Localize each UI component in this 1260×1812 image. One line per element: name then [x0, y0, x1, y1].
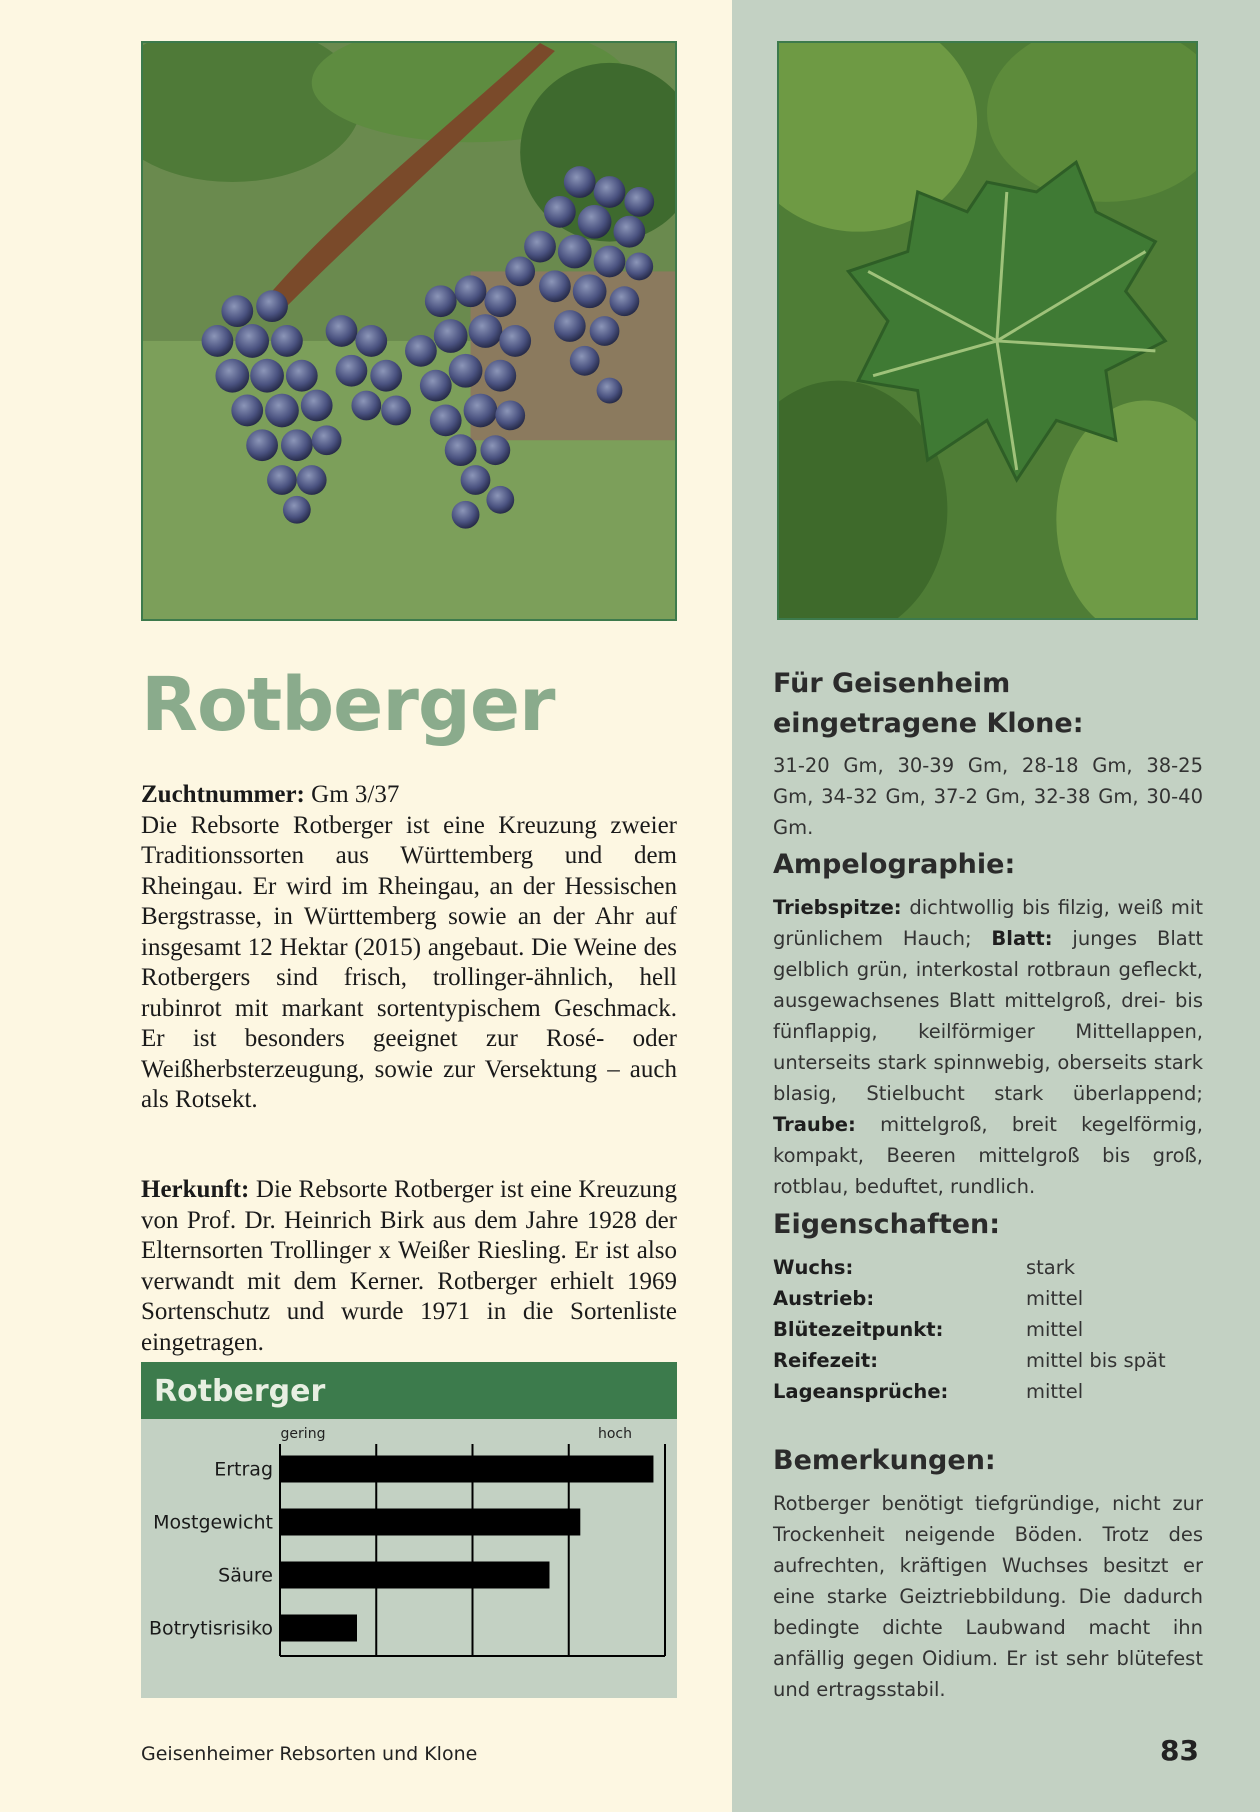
bemerkungen-text: Rotberger benötigt tiefgründige, nicht zur Trockenheit neigende Böden. Trotz des aufrechten, kräftigen Wuchses besitzt er eine starke Geiztriebbildung. Die dadurch bedingte dichte Laubwand macht ihn anfällig gegen Oidium. Er ist sehr blütefest und ertragsstabil. [773, 1492, 1203, 1701]
page-title: Rotberger [141, 662, 555, 748]
eigenschaft-label: Reifezeit: [773, 1349, 879, 1372]
klone-text: 31-20 Gm, 30-39 Gm, 28-18 Gm, 38-25 Gm, 34-32 Gm, 37-2 Gm, 32-38 Gm, 30-40 Gm. [773, 754, 1203, 839]
eigenschaft-row [773, 1376, 1203, 1407]
eigenschaft-value: mittel [1026, 1287, 1084, 1310]
chart-category-label: Ertrag [214, 1458, 273, 1481]
chart-title: Rotberger [154, 1374, 326, 1409]
eigenschaft-row [773, 1314, 1203, 1345]
description-block [141, 780, 677, 1116]
eigenschaften-heading: Eigenschaften: [773, 1209, 1001, 1240]
scale-high-label: hoch [597, 1426, 633, 1442]
chart-plot [141, 1419, 677, 1698]
chart-category-label: Säure [218, 1564, 273, 1587]
grape-cluster-photo [141, 41, 677, 621]
chart-category-label: Mostgewicht [153, 1511, 273, 1534]
scale-low-label: gering [280, 1426, 326, 1442]
klone-heading [773, 664, 1203, 744]
eigenschaft-value: mittel bis spät [1026, 1349, 1166, 1372]
chart-bar [280, 1509, 580, 1536]
chart-bar [280, 1562, 550, 1589]
intro-paragraph: Die Rebsorte Rotberger ist eine Kreuzung zweier Traditionssorten aus Württemberg und dem Rheingau. Er wird im Rheingau, an der Hessischen Bergstrasse, in Württemberg sowie an der Ahr auf insgesamt 12 Hektar (2015) angebaut. Die Weine des Rotbergers sind frisch, trollinger-ähnlich, hell rubinrot mit markant sortentypischem Geschmack. Er ist besonders geeignet zur Rosé- oder Weißherbsterzeugung, sowie zur Versektung – auch als Rotsekt. [141, 811, 677, 1113]
herkunft-text: Die Rebsorte Rotberger ist eine Kreuzung von Prof. Dr. Heinrich Birk aus dem Jahre 1928 der Elternsorten Trollinger x Weißer Riesling. Er ist also verwandt mit dem Kerner. Rotberger erhielt 1969 Sortenschutz und wurde 1971 in die Sortenliste eingetragen. [141, 1176, 677, 1356]
grape-leaf-photo [777, 41, 1198, 620]
chart-bar [280, 1456, 653, 1483]
blatt-label: Blatt: [991, 927, 1053, 950]
page-number: 83 [1160, 1734, 1199, 1767]
ampelographie-text [773, 892, 1203, 1202]
traube-label: Traube: [773, 1113, 856, 1136]
eigenschaft-label: Austrieb: [773, 1287, 875, 1310]
traube-text: mittelgroß, breit kegelförmig, kompakt, Beeren mittelgroß bis groß, rotblau, beduftet, rundlich. [773, 1113, 1203, 1198]
zuchtnummer-value: Gm 3/37 [304, 781, 400, 808]
triebspitze-label: Triebspitze: [773, 896, 902, 919]
footer-book-title: Geisenheimer Rebsorten und Klone [141, 1743, 478, 1765]
eigenschaft-label: Lageansprüche: [773, 1380, 949, 1403]
herkunft-label: Herkunft: [141, 1176, 250, 1203]
chart-category-label: Botrytisrisiko [148, 1617, 273, 1640]
blatt-text: junges Blatt gelblich grün, interkostal rotbraun gefleckt, ausgewachsenes Blatt mittelgroß, drei- bis fünflappig, keilförmiger Mittellappen, unterseits stark spinnwebig, oberseits stark blasig, Stielbucht stark überlappend; [773, 927, 1203, 1105]
bemerkungen-heading: Bemerkungen: [773, 1445, 996, 1476]
eigenschaft-label: Blütezeitpunkt: [773, 1318, 944, 1341]
eigenschaft-label: Wuchs: [773, 1256, 854, 1279]
triebspitze-text: dichtwollig bis filzig, weiß mit grünlichem Hauch; [773, 896, 1203, 950]
chart-header [141, 1362, 677, 1419]
herkunft-block [141, 1175, 677, 1358]
zuchtnummer-label: Zuchtnummer: [141, 781, 305, 808]
eigenschaft-row [773, 1345, 1203, 1376]
properties-chart [141, 1362, 677, 1698]
eigenschaft-value: stark [1026, 1256, 1076, 1279]
chart-bar [280, 1615, 357, 1642]
eigenschaft-value: mittel [1026, 1380, 1084, 1403]
ampelographie-heading: Ampelographie: [773, 849, 1016, 880]
klone-heading-line-1: Für Geisenheim [773, 668, 1011, 699]
eigenschaft-row [773, 1283, 1203, 1314]
eigenschaften-table [773, 1252, 1203, 1407]
eigenschaft-value: mittel [1026, 1318, 1084, 1341]
eigenschaft-row [773, 1252, 1203, 1283]
klone-heading-line-2: eingetragene Klone: [773, 708, 1084, 739]
